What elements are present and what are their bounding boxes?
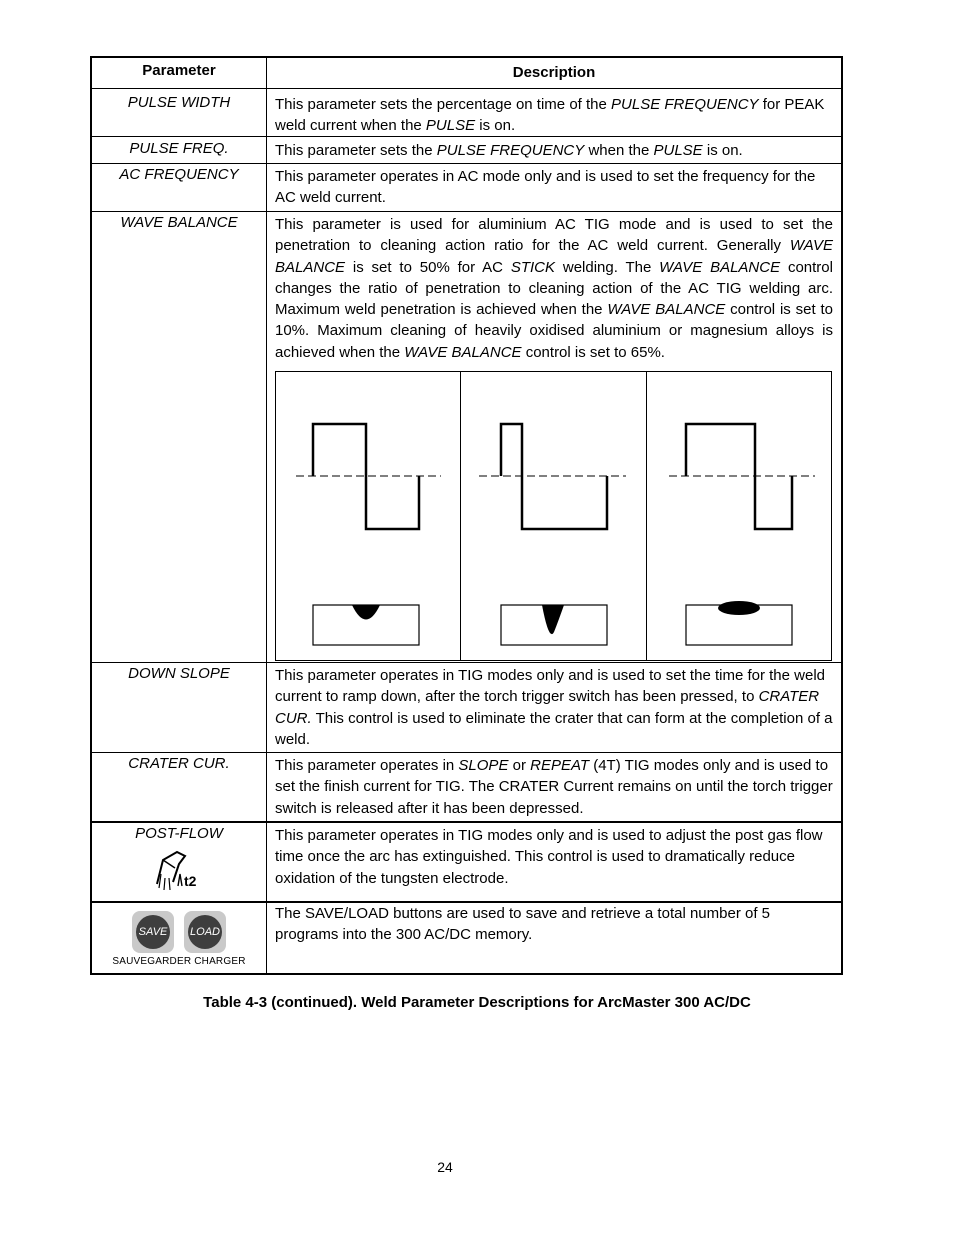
load-button: LOAD — [184, 911, 226, 953]
param-description: This parameter operates in AC mode only and is used to set the frequency for the AC weld current. — [275, 168, 816, 207]
parameter-table — [90, 56, 843, 975]
page-number: 24 — [437, 1159, 453, 1175]
table-row-pulse-width — [92, 88, 841, 136]
param-description: The SAVE/LOAD buttons are used to save and retrieve a total number of 5 programs into the 300 AC/DC memory. — [275, 905, 770, 944]
table-row-down-slope — [92, 662, 841, 752]
param-description: This parameter operates in SLOPE or REPEAT (4T) TIG modes only and is used to set the finish current for TIG. The CRATER Current remains on until the torch trigger switch is released after it has been depressed. — [275, 757, 833, 817]
wave-panel-balanced — [276, 372, 461, 660]
post-flow-icon-label: t2 — [184, 873, 197, 889]
balanced-waveform-icon — [276, 372, 459, 662]
save-button: SAVE — [132, 911, 174, 953]
table-row-ac-frequency — [92, 163, 841, 211]
table-row-wave-balance — [92, 211, 841, 662]
param-name: PULSE FREQ. — [92, 137, 267, 163]
table-row-pulse-freq — [92, 136, 841, 163]
param-name: DOWN SLOPE — [92, 663, 267, 752]
param-name: AC FREQUENCY — [92, 164, 267, 211]
cleaning-waveform-icon — [647, 372, 834, 662]
param-description: This parameter operates in TIG modes only and is used to set the time for the weld current to ramp down, after the torch trigger switch has been pressed, to CRATER CUR. This control is used to eliminate the crater that can form at the completion of a weld. — [275, 667, 833, 748]
wave-balance-diagram — [275, 371, 832, 661]
param-name: PULSE WIDTH — [92, 89, 267, 136]
table-caption: Table 4-3 (continued). Weld Parameter Descriptions for ArcMaster 300 AC/DC — [203, 994, 751, 1011]
param-description: This parameter operates in TIG modes only and is used to adjust the post gas flow time once the arc has extinguished. This control is used to dramatically reduce oxidation of the tungsten electrode. — [275, 827, 823, 887]
save-load-button-row — [92, 911, 266, 953]
post-flow-gas-icon — [149, 844, 209, 892]
table-row-save-load — [92, 901, 841, 973]
param-description: This parameter is used for aluminium AC TIG mode and is used to set the penetration to cleaning action ratio for the AC weld current. Generally WAVE BALANCE is set to 50% for AC STICK welding. The WAVE BALANCE control changes the ratio of penetration to cleaning action of the AC TIG welding arc. Maximum weld penetration is achieved when the WAVE BALANCE control is set to 10%. Maximum cleaning of heavily oxidised aluminium or magnesium alloys is achieved when the WAVE BALANCE control is set to 65%. — [267, 212, 841, 662]
header-description: Description — [512, 64, 596, 81]
save-load-buttons — [92, 903, 267, 973]
post-flow-name: POST-FLOW — [135, 825, 223, 842]
param-name — [92, 823, 267, 901]
param-name: WAVE BALANCE — [92, 212, 267, 662]
table-row-crater-cur — [92, 752, 841, 821]
wave-panel-cleaning — [647, 372, 831, 660]
param-description: This parameter sets the PULSE FREQUENCY when the PULSE is on. — [275, 142, 743, 159]
table-row-post-flow — [92, 821, 841, 901]
penetration-waveform-icon — [461, 372, 646, 662]
wave-panel-penetration — [461, 372, 646, 660]
param-description: This parameter sets the percentage on time of the PULSE FREQUENCY for PEAK weld current when the PULSE is on. — [275, 96, 825, 135]
param-name: CRATER CUR. — [92, 753, 267, 821]
header-parameter: Parameter — [92, 58, 267, 88]
save-load-sub-labels: SAUVEGARDER CHARGER — [112, 956, 246, 967]
table-header-row — [92, 58, 841, 88]
